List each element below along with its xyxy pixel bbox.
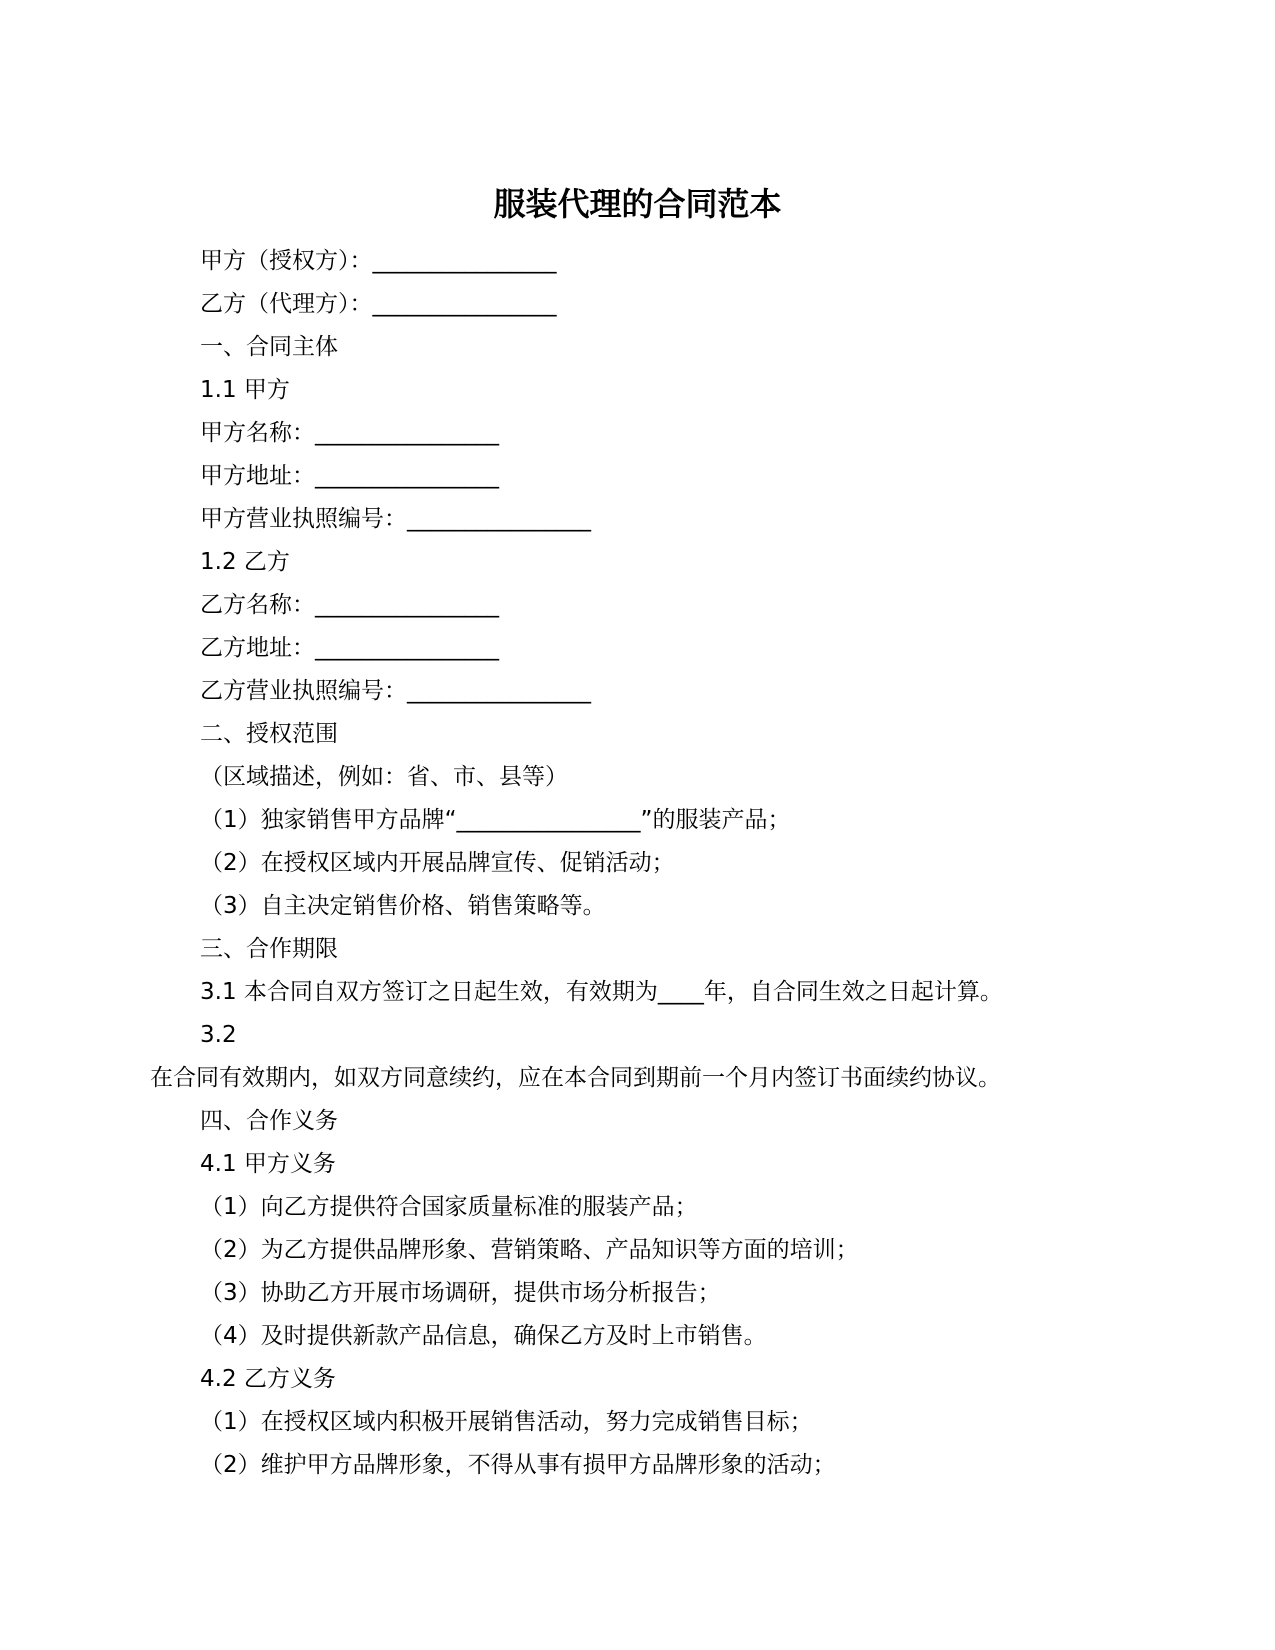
party-b-line: 乙方（代理方）：________________ (200, 291, 557, 317)
party-a-duty-1: （1）向乙方提供符合国家质量标准的服装产品； (200, 1194, 698, 1220)
section-3-heading: 三、合作期限 (200, 936, 338, 962)
section-1-heading: 一、合同主体 (200, 334, 338, 360)
document-body (0, 240, 1275, 1487)
party-a-duty-2: （2）为乙方提供品牌形象、营销策略、产品知识等方面的培训； (200, 1237, 859, 1263)
subsection-4-1: 4.1 甲方义务 (200, 1151, 336, 1177)
subsection-1-2: 1.2 乙方 (200, 549, 290, 575)
party-a-duty-4: （4）及时提供新款产品信息，确保乙方及时上市销售。 (200, 1323, 767, 1349)
document-title: 服装代理的合同范本 (493, 185, 782, 223)
term-clause-3-2-text: 在合同有效期内，如双方同意续约，应在本合同到期前一个月内签订书面续约协议。 (150, 1065, 1001, 1091)
party-a-address-line: 甲方地址：________________ (200, 463, 499, 489)
section-2-heading: 二、授权范围 (200, 721, 338, 747)
scope-item-1: （1）独家销售甲方品牌“________________”的服装产品； (200, 807, 791, 833)
party-b-duty-1: （1）在授权区域内积极开展销售活动，努力完成销售目标； (200, 1409, 813, 1435)
term-clause-3-2-number: 3.2 (200, 1022, 237, 1048)
party-b-license-line: 乙方营业执照编号：________________ (200, 678, 591, 704)
party-a-line: 甲方（授权方）：________________ (200, 248, 557, 274)
section-4-heading: 四、合作义务 (200, 1108, 338, 1134)
party-b-address-line: 乙方地址：________________ (200, 635, 499, 661)
party-a-name-line: 甲方名称：________________ (200, 420, 499, 446)
party-b-name-line: 乙方名称：________________ (200, 592, 499, 618)
party-a-license-line: 甲方营业执照编号：________________ (200, 506, 591, 532)
party-a-duty-3: （3）协助乙方开展市场调研，提供市场分析报告； (200, 1280, 721, 1306)
region-description: （区域描述，例如：省、市、县等） (200, 764, 568, 790)
party-b-duty-2: （2）维护甲方品牌形象，不得从事有损甲方品牌形象的活动； (200, 1452, 836, 1478)
subsection-1-1: 1.1 甲方 (200, 377, 290, 403)
scope-item-2: （2）在授权区域内开展品牌宣传、促销活动； (200, 850, 675, 876)
scope-item-3: （3）自主决定销售价格、销售策略等。 (200, 893, 606, 919)
term-clause-3-1: 3.1 本合同自双方签订之日起生效，有效期为____年，自合同生效之日起计算。 (200, 979, 1003, 1005)
subsection-4-2: 4.2 乙方义务 (200, 1366, 336, 1392)
